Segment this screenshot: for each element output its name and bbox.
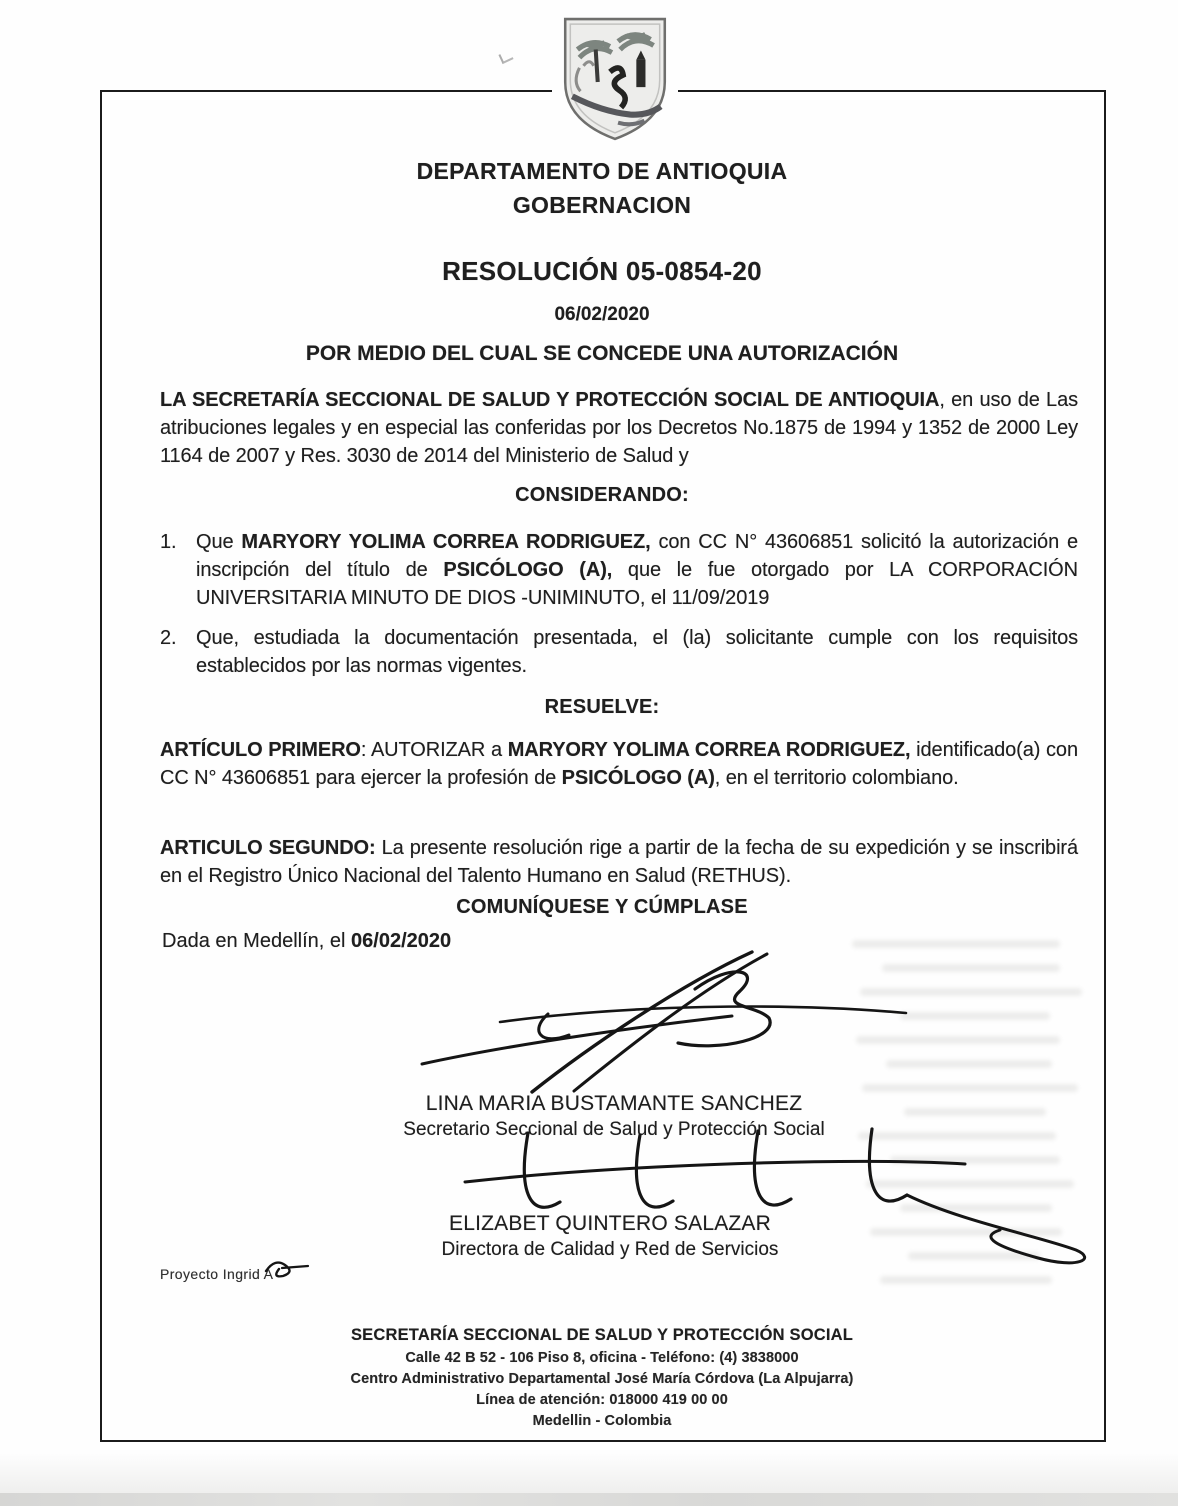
signer-1-role: Secretario Seccional de Salud y Protección Social — [403, 1119, 825, 1140]
article-1-seg2: identificado(a) con CC N° 43606851 para ejercer la profesión de — [160, 739, 1078, 789]
item-1-profession: PSICÓLOGO (A), — [443, 559, 613, 581]
article-1-profession: PSICÓLOGO (A) — [561, 767, 715, 789]
considerando-item-2 — [160, 624, 1078, 680]
footer-city: Medellin - Colombia — [532, 1413, 672, 1429]
article-1-seg1: : AUTORIZAR a — [360, 739, 508, 761]
item-1-seg1: Que — [196, 531, 242, 553]
closing-order: COMUNÍQUESE Y CÚMPLASE — [456, 896, 748, 918]
article-segundo — [160, 834, 1078, 890]
drafted-by-note: Proyecto Ingrid A — [160, 1266, 274, 1282]
antioquia-crest-icon — [559, 15, 671, 143]
crest-box — [552, 12, 678, 146]
signer-1-name: LINA MARIA BUSTAMANTE SANCHEZ — [425, 1092, 803, 1115]
footer-address: Calle 42 B 52 - 106 Piso 8, oficina - Teléfono: (4) 3838000 — [405, 1350, 799, 1366]
signer-2-name: ELIZABET QUINTERO SALAZAR — [448, 1212, 772, 1235]
preamble-authority: LA SECRETARÍA SECCIONAL DE SALUD Y PROTECCIÓN SOCIAL DE ANTIOQUIA — [160, 389, 940, 411]
resolution-title: RESOLUCIÓN 05-0854-20 — [442, 256, 762, 286]
scan-speck — [498, 50, 513, 64]
signature-1-scribble — [400, 942, 920, 1097]
issue-date: 06/02/2020 — [351, 930, 452, 952]
bottom-scan-haze — [0, 1453, 1178, 1493]
header-department: DEPARTAMENTO DE ANTIOQUIA — [416, 158, 788, 184]
drafted-by-scribble — [262, 1255, 310, 1281]
bottom-scan-band — [0, 1493, 1178, 1506]
header-entity: GOBERNACION — [512, 192, 692, 218]
item-2-number: 2. — [160, 627, 177, 649]
article-1-label: ARTÍCULO PRIMERO — [160, 739, 361, 761]
signature-2-scribble — [440, 1125, 1100, 1275]
item-1-seg5: que le fue otorgado por LA CORPORACIÓN UNIVERSITARIA MINUTO DE DIOS -UNIMINUTO, el 11/09/2019 — [196, 559, 1078, 609]
footer-hotline: Línea de atención: 018000 419 00 00 — [476, 1392, 728, 1408]
resuelve-heading: RESUELVE: — [544, 696, 660, 718]
article-2-label: ARTICULO SEGUNDO: — [160, 837, 376, 859]
issue-prefix: Dada en Medellín, el — [162, 930, 352, 952]
article-1-seg3: , en el territorio colombiano. — [714, 767, 959, 789]
preamble-paragraph — [160, 386, 1078, 470]
article-primero — [160, 736, 1078, 792]
article-2-text: La presente resolución rige a partir de la fecha de su expedición y se inscribirá en el Registro Único Nacional del Talento Humano en Salud (RETHUS). — [160, 837, 1078, 887]
preamble-rest: , en uso de Las atribuciones legales y en especial las conferidas por los Decretos No.1875 de 1994 y 1352 de 2000 Ley 1164 de 2007 y Res. 3030 de 2014 del Ministerio de Salud y — [160, 389, 1078, 467]
item-1-number: 1. — [160, 531, 177, 553]
article-1-name: MARYORY YOLIMA CORREA RODRIGUEZ, — [507, 739, 911, 761]
item-2-text: Que, estudiada la documentación presentada, el (la) solicitante cumple con los requisitos establecidos por las normas vigentes. — [196, 627, 1078, 677]
resolution-subject: POR MEDIO DEL CUAL SE CONCEDE UNA AUTORIZACIÓN — [305, 342, 899, 365]
footer-building: Centro Administrativo Departamental José María Córdova (La Alpujarra) — [350, 1371, 854, 1387]
considerando-heading: CONSIDERANDO: — [515, 484, 689, 506]
item-1-applicant-name: MARYORY YOLIMA CORREA RODRIGUEZ, — [241, 531, 651, 553]
item-1-text — [196, 528, 1078, 612]
considerando-item-1 — [160, 528, 1078, 612]
resolution-date: 06/02/2020 — [554, 304, 650, 325]
item-1-seg3: con CC N° 43606851 solicitó la autorización e inscripción del título de — [196, 531, 1078, 581]
signer-2-role: Directora de Calidad y Red de Servicios — [441, 1239, 779, 1260]
footer-org: SECRETARÍA SECCIONAL DE SALUD Y PROTECCIÓN SOCIAL — [350, 1326, 854, 1344]
